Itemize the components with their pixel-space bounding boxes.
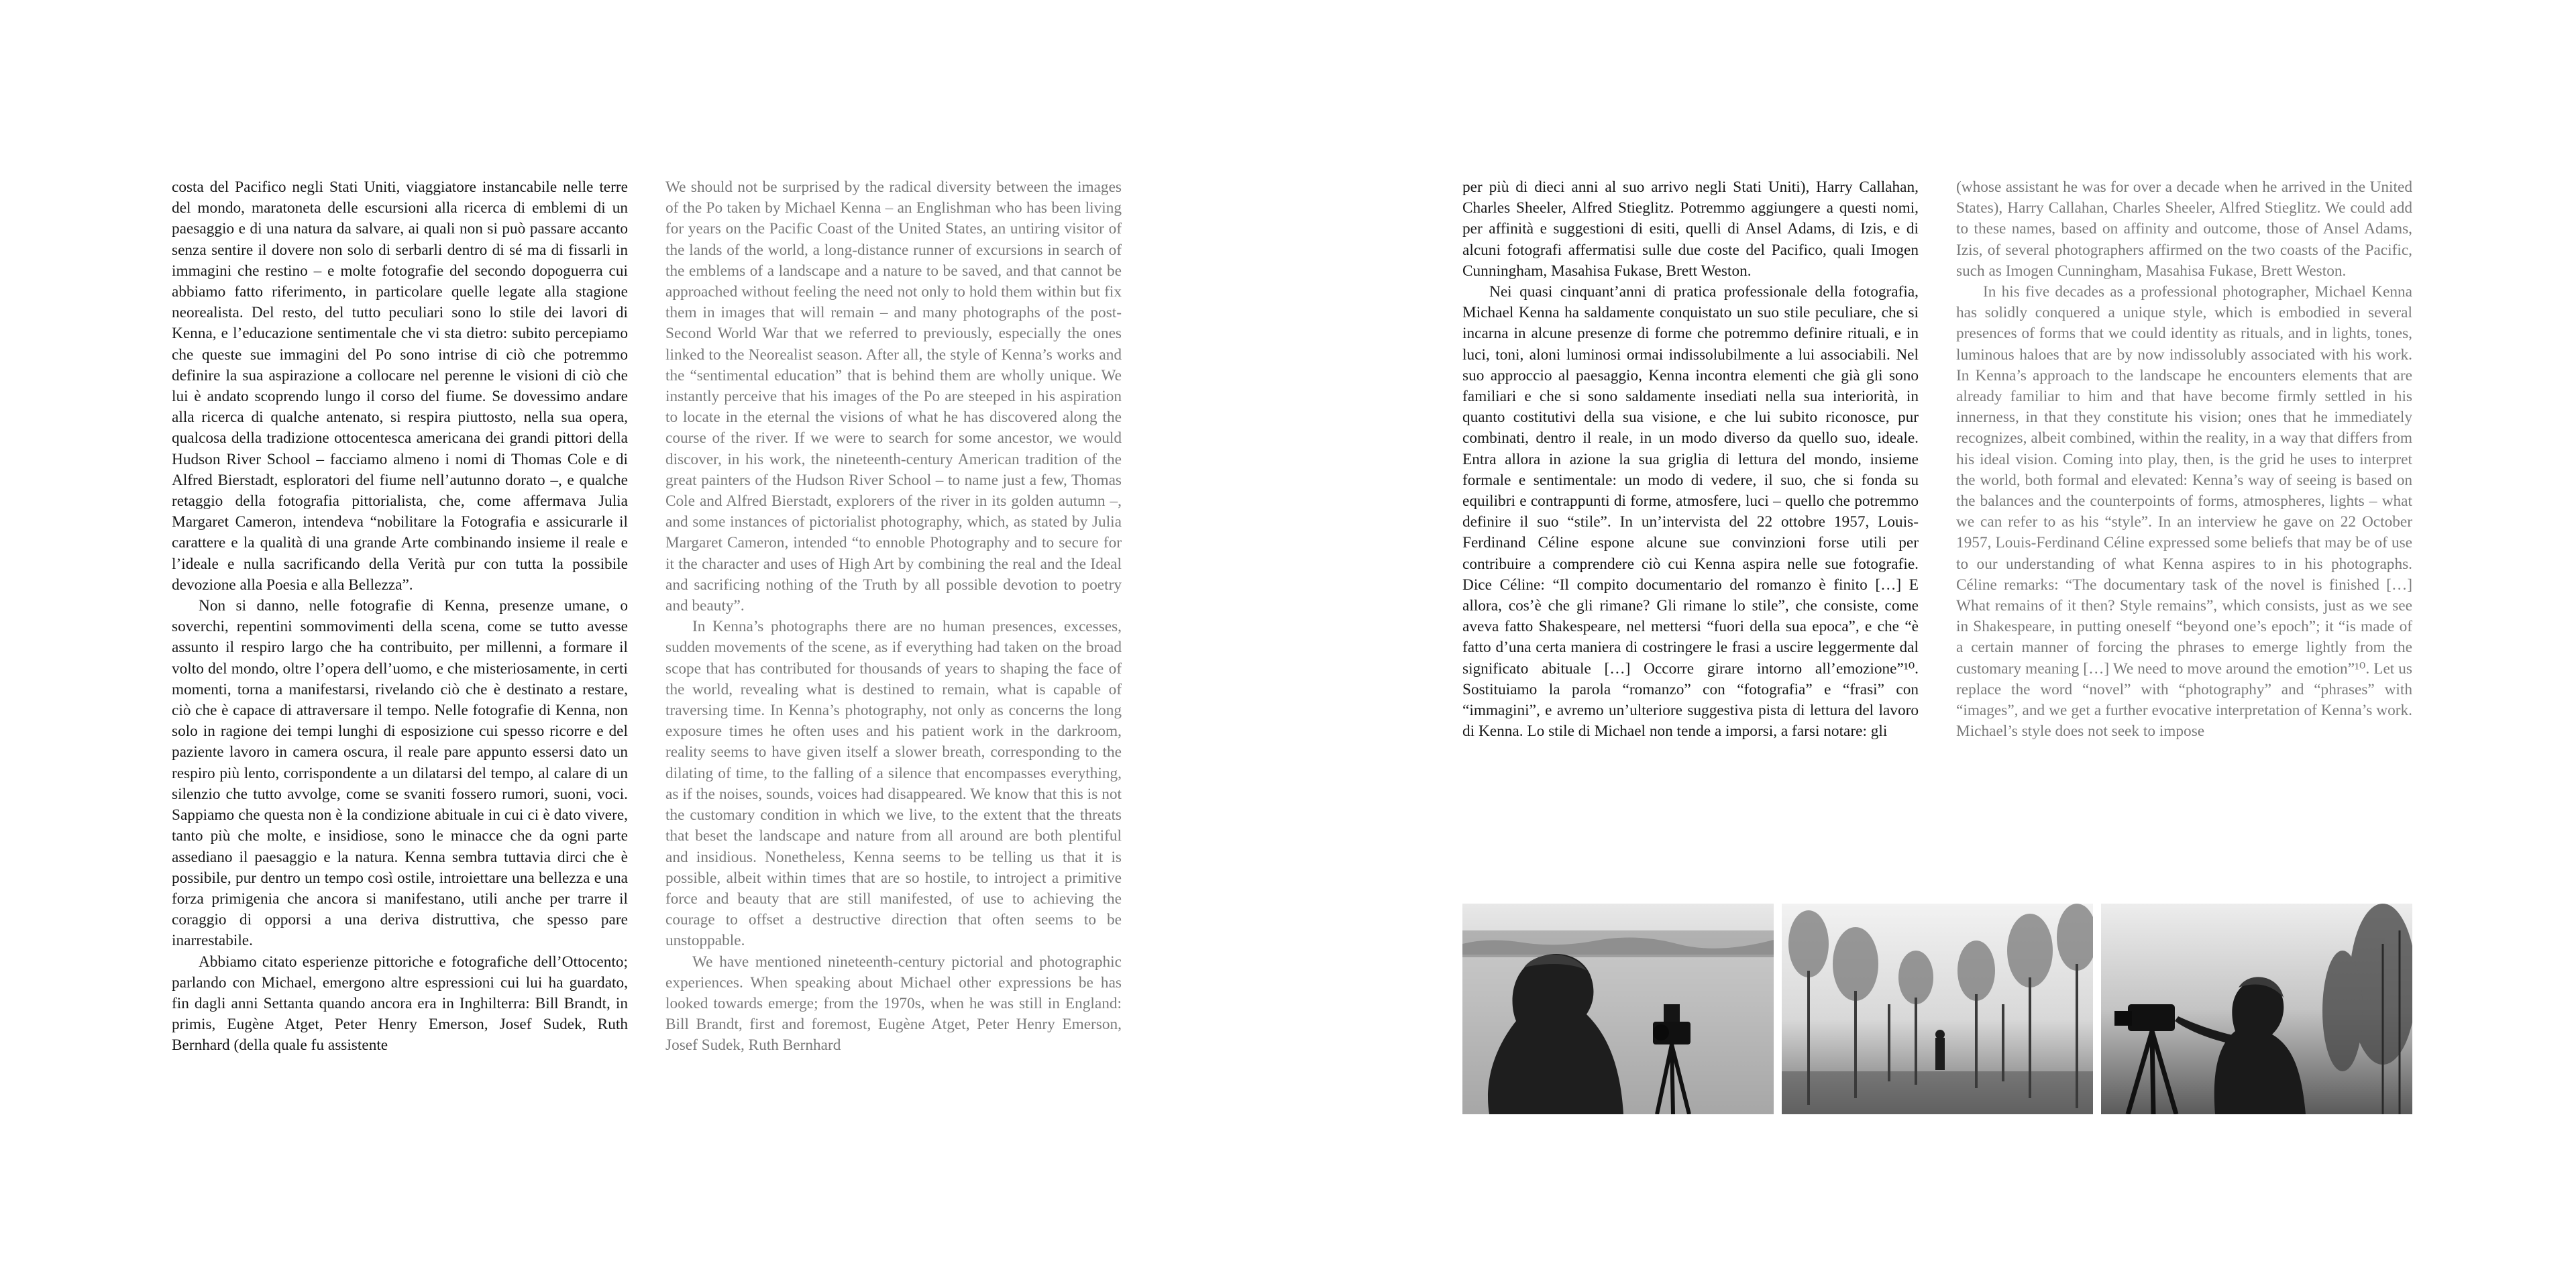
italian-column-left-page: [172, 177, 628, 1057]
paragraph: Nei quasi cinquant’anni di pratica professionale della fotografia, Michael Kenna ha saldamente conquistato un suo stile peculiare, che si incarna in alcune presenze di forme che potremmo definire rituali, e in luci, toni, aloni luminosi ormai indissolubilmente a lui associabili. Nel suo approccio al paesaggio, Kenna incontra elementi che già gli sono familiari e che si sono saldamente insediati nella sua interiorità, in quanto costitutivi della sua visione, e che lui subito riconosce, pur combinati, dentro il reale, in un modo diverso da quello suo, ideale. Entra allora in azione la sua griglia di lettura del mondo, insieme formale e sentimentale: un modo di vedere, il suo, che si fonda su equilibri e contrappunti di forme, atmosfere, luci – quello che potremmo definire il suo “stile”. In un’intervista del 22 ottobre 1957, Louis-Ferdinand Céline espone alcune sue convinzioni forse utili per contribuire a comprendere ciò cui Kenna aspira nelle sue fotografie. Dice Céline: “Il compito documentario del romanzo è finito […] E allora, cos’è che gli rimane? Gli rimane lo stile”, che consiste, come aveva fatto Shakespeare, nel mettersi “fuori della sua epoca”, e che “è fatto d’una certa maniera di costringere le frasi a uscire leggermente dal significato abituale […] Occorre girare intorno all’emozione”¹⁰. Sostituiamo la parola “romanzo” con “fotografia” e “frasi” con “immagini”, e avremo un’ulteriore suggestiva pista di lettura del lavoro di Kenna. Lo stile di Michael non tende a imporsi, a farsi notare: gli: [1462, 283, 1919, 741]
paragraph: costa del Pacifico negli Stati Uniti, viaggiatore instancabile nelle terre del mondo, maratoneta delle escursioni alla ricerca di emblemi di un paesaggio e di una natura da salvare, ai quali non si può passare accanto senza sentire il dovere non solo di serbarli dentro di sé ma di fissarli in immagini che restino – e molte fotografie del secondo dopoguerra cui abbiamo fatto riferimento, in particolare quelle legate alla stagione neorealista. Del resto, del tutto peculiari sono lo stile dei lavori di Kenna, e l’educazione sentimentale che vi sta dietro: subito percepiamo che queste sue immagini del Po sono intrise di ciò che potremmo definire la sua aspirazione a collocare nel perenne le visioni di ciò che lui è andato scoprendo lungo il corso del fiume. Se dovessimo andare alla ricerca di qualche antenato, si respira piuttosto, nella sua opera, qualcosa della tradizione ottocentesca americana dei grandi pittori della Hudson River School – facciamo almeno i nomi di Thomas Cole e di Alfred Bierstadt, esploratori del fiume nell’autunno dorato –, e qualche retaggio della fotografia pittorialista, che, come affermava Julia Margaret Cameron, intendeva “nobilitare la Fotografia e assicurarle il carattere e la qualità di una grande Arte combinando insieme il reale e l’ideale e nulla sacrificando della Verità pur con tutta la possibile devozione alla Poesia e alla Bellezza”.: [172, 178, 628, 594]
italian-column-right-page: [1462, 177, 1919, 742]
paragraph: Non si danno, nelle fotografie di Kenna, presenze umane, o soverchi, repentini sommovimenti della scena, come se tutto avesse assunto il respiro largo che ha contribuito, per millenni, a formare il volto del mondo, oltre l’opera dell’uomo, e che misteriosamente, in certi momenti, torna a manifestarsi, rivelando ciò che è destinato a restare, ciò che è capace di attraversare il tempo. Nelle fotografie di Kenna, non solo in ragione dei tempi lunghi di esposizione cui spesso ricorre e del paziente lavoro in camera oscura, il reale pare appunto essersi dato un respiro più lento, corrispondente a un dilatarsi del tempo, al calare di un silenzio che tutto avvolge, come se svaniti fossero rumori, suoni, voci. Sappiamo che questa non è la condizione abituale in cui ci è dato vivere, tanto più che molte, e insidiose, sono le minacce che da ogni parte assediano il paesaggio e la natura. Kenna sembra tuttavia dirci che è possibile, pur dentro un tempo così ostile, introiettare una bellezza e una forza primigenia che ancora si manifestano, utili anche per trarre il coraggio di opporsi a una deriva distruttiva, che spesso pare inarrestabile.: [172, 597, 628, 950]
photo-photographer-by-river: [1462, 904, 1774, 1114]
photo-photographer-with-tripod: [2101, 904, 2412, 1114]
photo-poplar-grove: [1782, 904, 2093, 1114]
paragraph: We should not be surprised by the radical diversity between the images of the Po taken by Michael Kenna – an Englishman who has been living for years on the Pacific Coast of the United States, an untiring visitor of the lands of the world, a long-distance runner of excursions in search of the emblems of a landscape and a nature to be saved, and that cannot be approached without feeling the need not only to hold them within but fix them in images that will remain – and many photographs of the post-Second World War that we referred to previously, especially the ones linked to the Neorealist season. After all, the style of Kenna’s works and the “sentimental education” that is behind them are wholly unique. We instantly perceive that his images of the Po are steeped in his aspiration to locate in the eternal the visions of what he has discovered along the course of the river. If we were to search for some ancestor, we would discover, in his work, the nineteenth-century American tradition of the great painters of the Hudson River School – to name just a few, Thomas Cole and Alfred Bierstadt, explorers of the river in its golden autumn –, and some instances of pictorialist photography, which, as stated by Julia Margaret Cameron, intended “to ennoble Photography and to secure for it the character and uses of High Art by combining the real and the Ideal and sacrificing nothing of the Truth by all possible devotion to poetry and beauty”.: [665, 178, 1122, 615]
english-column-right-page: [1956, 177, 2412, 742]
paragraph: We have mentioned nineteenth-century pictorial and photographic experiences. When speaking about Michael other expressions be has looked towards emerge; from the 1970s, when he was still in England: Bill Brandt, first and foremost, Eugène Atget, Peter Henry Emerson, Josef Sudek, Ruth Bernhard: [665, 953, 1122, 1055]
paragraph: In his five decades as a professional photographer, Michael Kenna has solidly conquered a unique style, which is embodied in several presences of forms that we could identity as rituals, and in lights, tones, luminous haloes that are by now indissolubly associated with his work. In Kenna’s approach to the landscape he encounters elements that are already familiar to him and that have become firmly settled in his innerness, in that they constitute his vision; ones that he immediately recognizes, albeit combined, within the reality, in a way that differs from his ideal vision. Coming into play, then, is the grid he uses to interpret the world, both formal and elevated: Kenna’s way of seeing is based on the balances and the counterpoints of forms, atmospheres, lights – what we can refer to as his “style”. In an interview he gave on 22 October 1957, Louis-Ferdinand Céline expressed some beliefs that may be of use to our understanding of what Kenna aspires to in his photographs. Céline remarks: “The documentary task of the novel is finished […] What remains of it then? Style remains”, which consists, just as we see in Shakespeare, in putting oneself “beyond one’s epoch”; it “is made of a certain manner of forcing the phrases to emerge lightly from the customary meaning […] We need to move around the emotion”¹⁰. Let us replace the word “novel” with “photography” and “phrases” with “images”, and we get a further evocative interpretation of Kenna’s work. Michael’s style does not seek to impose: [1956, 283, 2412, 741]
paragraph: (whose assistant he was for over a decade when he arrived in the United States), Harry Callahan, Charles Sheeler, Alfred Stieglitz. We could add to these names, based on affinity and outcome, those of Ansel Adams, Izis, of several photographers affirmed on the two coasts of the Pacific, such as Imogen Cunningham, Masahisa Fukase, Brett Weston.: [1956, 178, 2412, 280]
paragraph: Abbiamo citato esperienze pittoriche e fotografiche dell’Ottocento; parlando con Michael, emergono altre espressioni cui lui ha guardato, fin dagli anni Settanta quando ancora era in Inghilterra: Bill Brandt, in primis, Eugène Atget, Peter Henry Emerson, Josef Sudek, Ruth Bernhard (della quale fu assistente: [172, 953, 628, 1055]
english-column-left-page: [665, 177, 1122, 1057]
paragraph: In Kenna’s photographs there are no human presences, excesses, sudden movements of the scene, as if everything had taken on the broad scope that has contributed for thousands of years to shaping the face of the world, revealing what is destined to remain, what is capable of traversing time. In Kenna’s photography, not only as concerns the long exposure times he often uses and his patient work in the darkroom, reality seems to have given itself a slower breath, corresponding to the dilating of time, to the falling of a silence that encompasses everything, as if the noises, sounds, voices had disappeared. We know that this is not the customary condition in which we live, to the extent that the threats that beset the landscape and nature from all around are both plentiful and insidious. Nonetheless, Kenna seems to be telling us that it is possible, albeit within times that are so hostile, to introject a primitive force and beauty that are still manifested, of use to achieving the courage to offset a destructive direction that often seems to be unstoppable.: [665, 618, 1122, 950]
paragraph: per più di dieci anni al suo arrivo negli Stati Uniti), Harry Callahan, Charles Sheeler, Alfred Stieglitz. Potremmo aggiungere a questi nomi, per affinità e suggestioni di esiti, quelli di Ansel Adams, di Izis, e di alcuni fotografi affermatisi sulle due coste del Pacifico, quali Imogen Cunningham, Masahisa Fukase, Brett Weston.: [1462, 178, 1919, 280]
